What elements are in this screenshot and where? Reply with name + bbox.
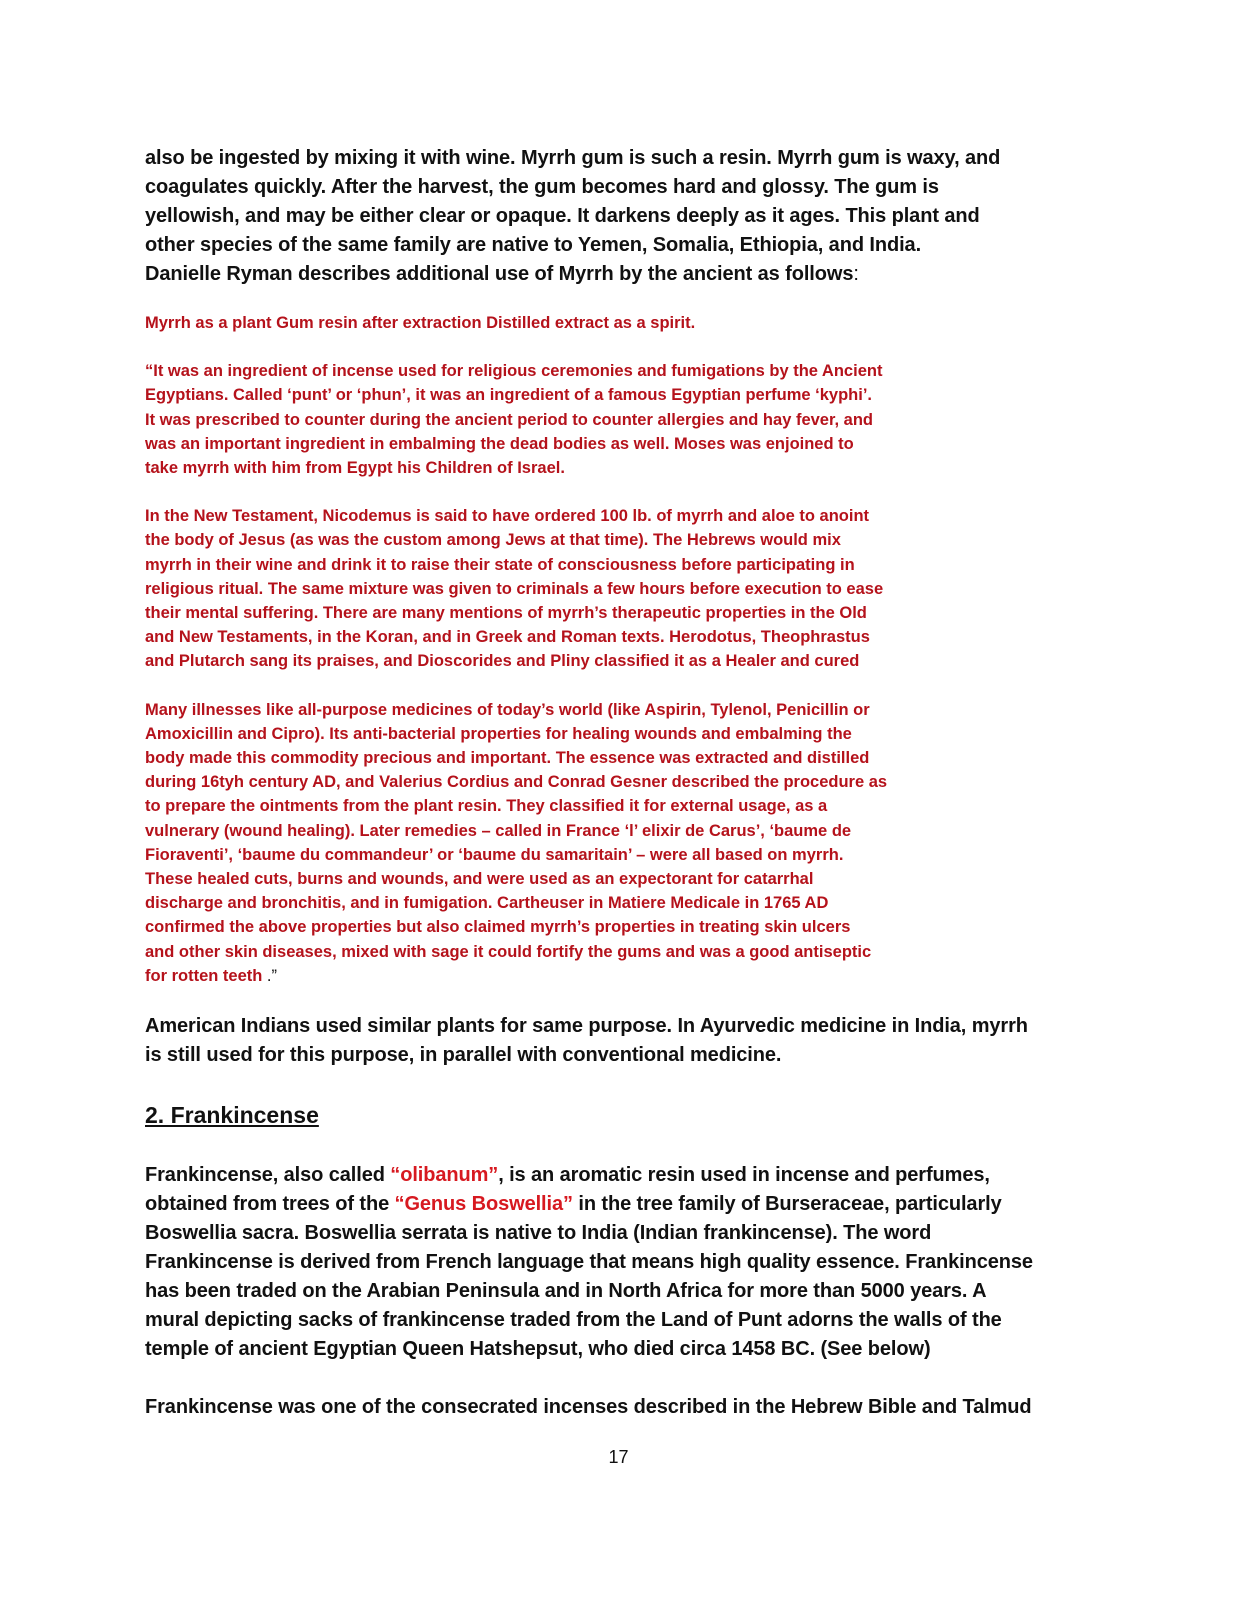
quote-caption — [145, 311, 935, 335]
text-line: other species of the same family are native to Yemen, Somalia, Ethiopia, and India. — [145, 234, 922, 256]
text-segment: , is an aromatic resin used in incense and perfumes, — [498, 1164, 990, 1187]
term-olibanum: “olibanum” — [390, 1164, 499, 1187]
quote-line: Amoxicillin and Cipro). Its anti-bacterial properties for healing wounds and embalming the — [145, 724, 852, 743]
text-line: temple of ancient Egyptian Queen Hatshepsut, who died circa 1458 BC. (See below) — [145, 1338, 931, 1361]
quote-line: discharge and bronchitis, and in fumigation. Cartheuser in Matiere Medicale in 1765 AD — [145, 894, 829, 913]
quote-line: and Plutarch sang its praises, and Dioscorides and Pliny classified it as a Healer and cured — [145, 652, 860, 671]
text-line: is still used for this purpose, in parallel with conventional medicine. — [145, 1044, 782, 1067]
quote-line: was an important ingredient in embalming the dead bodies as well. Moses was enjoined to — [145, 434, 854, 453]
quote-paragraph-3 — [145, 698, 935, 988]
frankincense-paragraph-2 — [145, 1393, 1090, 1422]
quote-line: for rotten teeth — [145, 966, 263, 985]
american-paragraph — [145, 1012, 1090, 1070]
quote-line: and New Testaments, in the Koran, and in Greek and Roman texts. Herodotus, Theophrastus — [145, 628, 870, 647]
text-line: Danielle Ryman describes additional use of Myrrh by the ancient as follows — [145, 263, 854, 285]
quote-line: Many illnesses like all-purpose medicines of today’s world (like Aspirin, Tylenol, Penicillin or — [145, 700, 870, 719]
quote-paragraph-1 — [145, 359, 935, 480]
quote-line: religious ritual. The same mixture was given to criminals a few hours before execution to ease — [145, 579, 884, 598]
quote-paragraph-2 — [145, 504, 935, 673]
quote-line: It was prescribed to counter during the ancient period to counter allergies and hay fever, and — [145, 410, 873, 429]
quote-line: their mental suffering. There are many mentions of myrrh’s therapeutic properties in the Old — [145, 604, 867, 623]
page-number: 17 — [608, 1447, 629, 1467]
quote-line: during 16tyh century AD, and Valerius Cordius and Conrad Gesner described the procedure as — [145, 773, 888, 792]
text-segment: Frankincense, also called — [145, 1164, 391, 1187]
text-line: Frankincense is derived from French language that means high quality essence. Frankincense — [145, 1251, 1033, 1274]
quote-line: to prepare the ointments from the plant resin. They classified it for external usage, as a — [145, 797, 828, 816]
text-line: also be ingested by mixing it with wine. Myrrh gum is such a resin. Myrrh gum is waxy, and — [145, 147, 1001, 169]
text-line: has been traded on the Arabian Peninsula and in North Africa for more than 5000 years. A — [145, 1280, 987, 1303]
quote-line: In the New Testament, Nicodemus is said to have ordered 100 lb. of myrrh and aloe to anoint — [145, 507, 870, 526]
quote-line: Egyptians. Called ‘punt’ or ‘phun’, it was an ingredient of a famous Egyptian perfume ‘kyphi’. — [145, 386, 873, 405]
quote-line: take myrrh with him from Egypt his Children of Israel. — [145, 459, 565, 478]
frankincense-paragraph-1 — [145, 1161, 1090, 1364]
text-line: mural depicting sacks of frankincense traded from the Land of Punt adorns the walls of the — [145, 1309, 1002, 1332]
text-line: yellowish, and may be either clear or opaque. It darkens deeply as it ages. This plant and — [145, 205, 980, 227]
text-segment: obtained from trees of the — [145, 1193, 395, 1216]
intro-paragraph — [145, 144, 1090, 289]
document-page — [145, 144, 1090, 1422]
caption-text: Myrrh as a plant Gum resin after extraction Distilled extract as a spirit. — [145, 314, 696, 332]
quote-line: body made this commodity precious and important. The essence was extracted and distilled — [145, 749, 870, 768]
text-line: coagulates quickly. After the harvest, the gum becomes hard and glossy. The gum is — [145, 176, 939, 198]
quote-line: Fioraventi’, ‘baume du commandeur’ or ‘baume du samaritain’ – were all based on myrrh. — [145, 845, 844, 864]
text-line: Frankincense was one of the consecrated incenses described in the Hebrew Bible and Talmud — [145, 1396, 1032, 1419]
quote-close: .” — [262, 966, 278, 985]
text-segment: in the tree family of Burseraceae, particularly — [572, 1193, 1002, 1216]
text-line: Boswellia sacra. Boswellia serrata is native to India (Indian frankincense). The word — [145, 1222, 932, 1245]
quote-line: and other skin diseases, mixed with sage it could fortify the gums and was a good antiseptic — [145, 942, 872, 961]
colon: : — [853, 263, 859, 285]
section-heading: 2. Frankincense — [145, 1102, 319, 1129]
quote-line: vulnerary (wound healing). Later remedies – called in France ‘l’ elixir de Carus’, ‘baume de — [145, 821, 852, 840]
quote-line: confirmed the above properties but also claimed myrrh’s properties in treating skin ulcers — [145, 918, 851, 937]
quote-line: These healed cuts, burns and wounds, and were used as an expectorant for catarrhal — [145, 870, 814, 889]
quote-line: myrrh in their wine and drink it to raise their state of consciousness before participating in — [145, 555, 855, 574]
quote-line: “It was an ingredient of incense used for religious ceremonies and fumigations by the Ancient — [145, 362, 883, 381]
text-line: American Indians used similar plants for same purpose. In Ayurvedic medicine in India, myrrh — [145, 1015, 1028, 1038]
quote-line: the body of Jesus (as was the custom among Jews at that time). The Hebrews would mix — [145, 531, 841, 550]
term-genus-boswellia: “Genus Boswellia” — [394, 1193, 573, 1216]
